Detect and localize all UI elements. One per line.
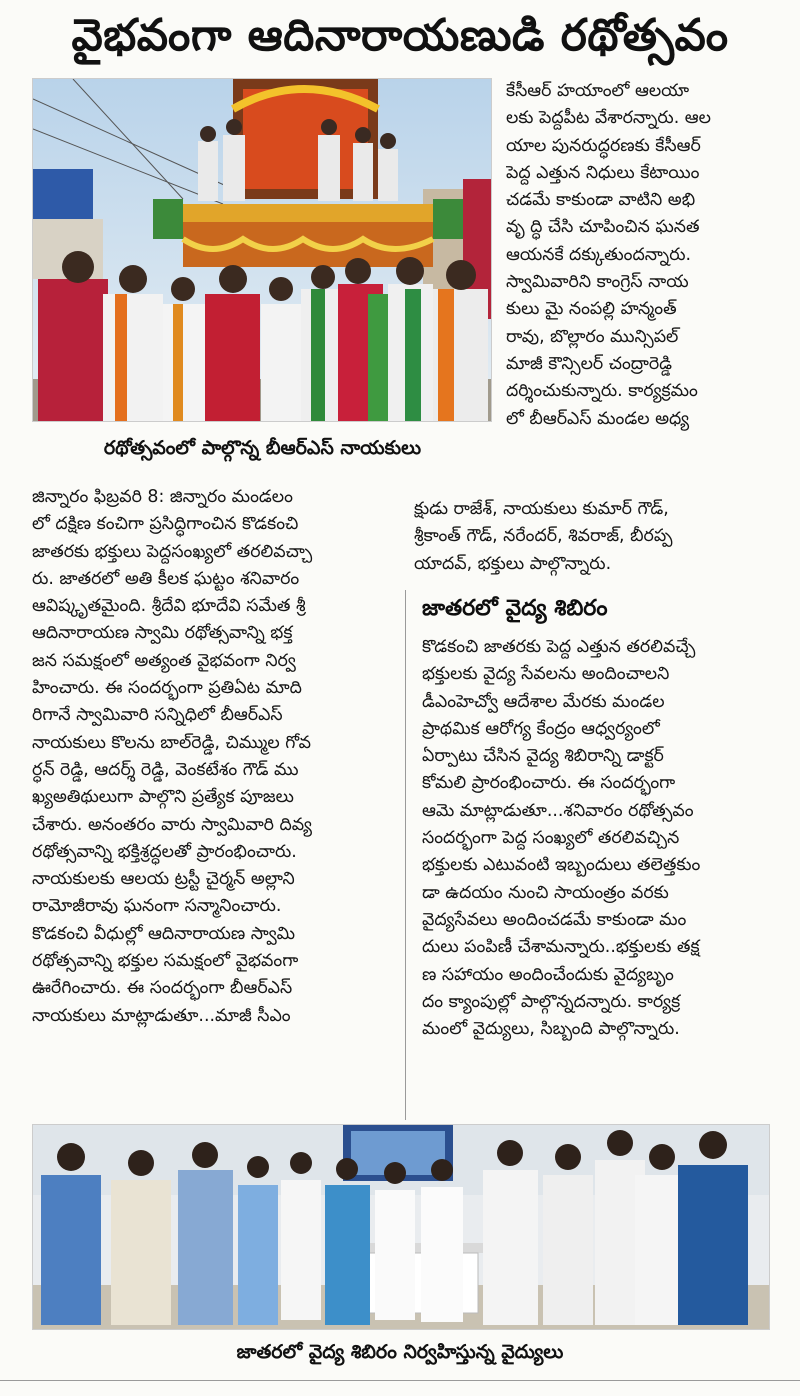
text-line: నాయకులకు ఆలయ ట్రస్టీ చైర్మన్ అల్లాని <box>32 869 295 890</box>
text-line: యాల పునరుద్ధరణకు కేసీఆర్ <box>506 135 701 156</box>
text-line: ర్ధన్ రెడ్డి, ఆదర్శ్ రెడ్డి, వెంకటేశం గౌడ్ ము <box>32 759 299 780</box>
text-line: రు. జాతరలో అతి కీలక ఘట్టం శనివారం <box>32 568 300 589</box>
text-line: లో దక్షిణ కంచిగా ప్రసిద్ధిగాంచిన కొడకంచి <box>32 514 299 535</box>
text-line: లో బీఆర్ఎస్ మండల అధ్య <box>506 408 690 429</box>
text-line: చేశారు. అనంతరం వారు స్వామివారి దివ్య <box>32 814 312 835</box>
text-line: ఆదినారాయణ స్వామి రథోత్సవాన్ని భక్త <box>32 623 293 644</box>
right-column-wide <box>414 496 768 578</box>
text-line: డా ఉదయం నుంచి సాయంత్రం వరకు <box>422 882 669 903</box>
text-line: ఊరేగించారు. ఈ సందర్భంగా బీఆర్ఎస్ <box>32 978 293 999</box>
text-line: క్షుడు రాజేశ్, నాయకులు కుమార్ గౌడ్, <box>414 499 669 519</box>
text-line: కొడకంచి జాతరకు పెద్ద ఎత్తున తరలివచ్చే <box>422 637 696 657</box>
text-line: కోమలి ప్రారంభించారు. ఈ సందర్భంగా <box>422 773 676 794</box>
medical-camp-image <box>33 1125 769 1329</box>
text-line: ఏర్పాటు చేసిన వైద్య శిబిరాన్ని డాక్టర్ <box>422 746 664 767</box>
text-line: డీఎంహెచ్వో ఆదేశాల మేరకు మండల <box>422 691 665 712</box>
text-line: పెద్ద ఎత్తున నిధులు కేటాయిం <box>506 162 700 183</box>
text-line: శ్రీకాంత్ గౌడ్, నరేందర్, శివరాజ్, బీరప్ప <box>414 526 673 547</box>
text-line: కులు మై నంపల్లి హన్మంత్ <box>506 299 677 320</box>
text-line: ఆవిష్కృతమైంది. శ్రీదేవి భూదేవి సమేత శ్రీ <box>32 596 306 617</box>
text-line: లకు పెద్దపీట వేశారన్నారు. ఆల <box>506 108 711 129</box>
text-line: దులు పంపిణీ చేశామన్నారు..భక్తులకు తక్ష <box>422 937 700 958</box>
text-line: మంలో వైద్యులు, సిబ్బంది పాల్గొన్నారు. <box>422 1019 680 1040</box>
text-line: వైద్యసేవలు అందించడమే కాకుండా మం <box>422 909 687 930</box>
text-line: రథోత్సవాన్ని భక్తిశ్రద్ధలతో ప్రారంభించారు. <box>32 841 297 862</box>
text-line: కేసీఆర్ హయాంలో ఆలయా <box>506 81 690 101</box>
section-subheading: జాతరలో వైద్య శిబిరం <box>422 596 608 621</box>
text-line: యాదవ్, భక్తులు పాల్గొన్నారు. <box>414 553 612 574</box>
text-line: దర్శించుకున్నారు. కార్యక్రమం <box>506 381 698 402</box>
medical-camp-photo <box>32 1124 770 1330</box>
text-line: దం క్యాంపుల్లో పాల్గొన్నదన్నారు. కార్యక్ర <box>422 991 681 1012</box>
right-column-top <box>506 78 768 433</box>
text-line: ఆయనకే దక్కుతుందన్నారు. <box>506 244 692 265</box>
text-line: భక్తులకు వైద్య సేవలను అందించాలని <box>422 664 670 685</box>
text-line: హించారు. ఈ సందర్భంగా ప్రతిఏట మాది <box>32 678 302 699</box>
text-line: నాయకులు మాట్లాడుతూ...మాజీ సీఎం <box>32 1005 291 1026</box>
left-column <box>32 484 398 1030</box>
text-line: సందర్భంగా పెద్ద సంఖ్యలో తరలివచ్చిన <box>422 828 680 849</box>
text-line: రథోత్సవాన్ని భక్తుల సమక్షంలో వైభవంగా <box>32 951 299 972</box>
chariot-festival-image <box>33 79 491 421</box>
bottom-photo-caption: జాతరలో వైద్య శిబిరం నిర్వహిస్తున్న వైద్యులు <box>236 1341 564 1363</box>
text-line: ఆమె మాట్లాడుతూ...శనివారం రథోత్సవం <box>422 800 694 821</box>
text-line: రామోజీరావు ఘనంగా సన్మానించారు. <box>32 896 282 917</box>
text-line: ప్రాథమిక ఆరోగ్య కేంద్రం ఆధ్వర్యంలో <box>422 718 660 739</box>
text-line: జన సమక్షంలో అత్యంత వైభవంగా నిర్వ <box>32 650 296 671</box>
bottom-divider <box>0 1380 800 1381</box>
text-line: ఖ్యఅతిథులుగా పాల్గొని ప్రత్యేక పూజలు <box>32 787 294 808</box>
text-line: మాజీ కౌన్సిలర్ చంద్రారెడ్డి <box>506 353 673 374</box>
chariot-festival-photo <box>32 78 492 422</box>
text-line: కొడకంచి వీధుల్లో ఆదినారాయణ స్వామి <box>32 923 296 944</box>
text-line: ణ సహాయం అందించేందుకు వైద్యబృం <box>422 964 674 985</box>
text-line: నాయకులు కొలను బాల్‌రెడ్డి, చిమ్ముల గోవ <box>32 732 311 753</box>
text-line: రావు, బొల్లారం మున్సిపల్ <box>506 326 679 347</box>
text-line: చడమే కాకుండా వాటిని అభి <box>506 190 696 211</box>
text-line: వృ ద్ధి చేసి చూపించిన ఘనత <box>506 217 700 238</box>
top-photo-caption: రథోత్సవంలో పాల్గొన్న బీఆర్ఎస్ నాయకులు <box>103 437 422 459</box>
text-line: రిగానే స్వామివారి సన్నిధిలో బీఆర్ఎస్ <box>32 705 283 726</box>
column-divider <box>405 590 406 1120</box>
text-line: జిన్నారం ఫిబ్రవరి 8: జిన్నారం మండలం <box>32 487 293 507</box>
right-column-bottom <box>422 634 768 1043</box>
text-line: స్వామివారిని కాంగ్రెస్ నాయ <box>506 272 689 293</box>
text-line: జాతరకు భక్తులు పెద్దసంఖ్యలో తరలివచ్చా <box>32 541 313 562</box>
headline: వైభవంగా ఆదినారాయణుడి రథోత్సవం <box>71 10 729 61</box>
text-line: భక్తులకు ఎటువంటి ఇబ్బందులు తలెత్తకుం <box>422 855 701 876</box>
